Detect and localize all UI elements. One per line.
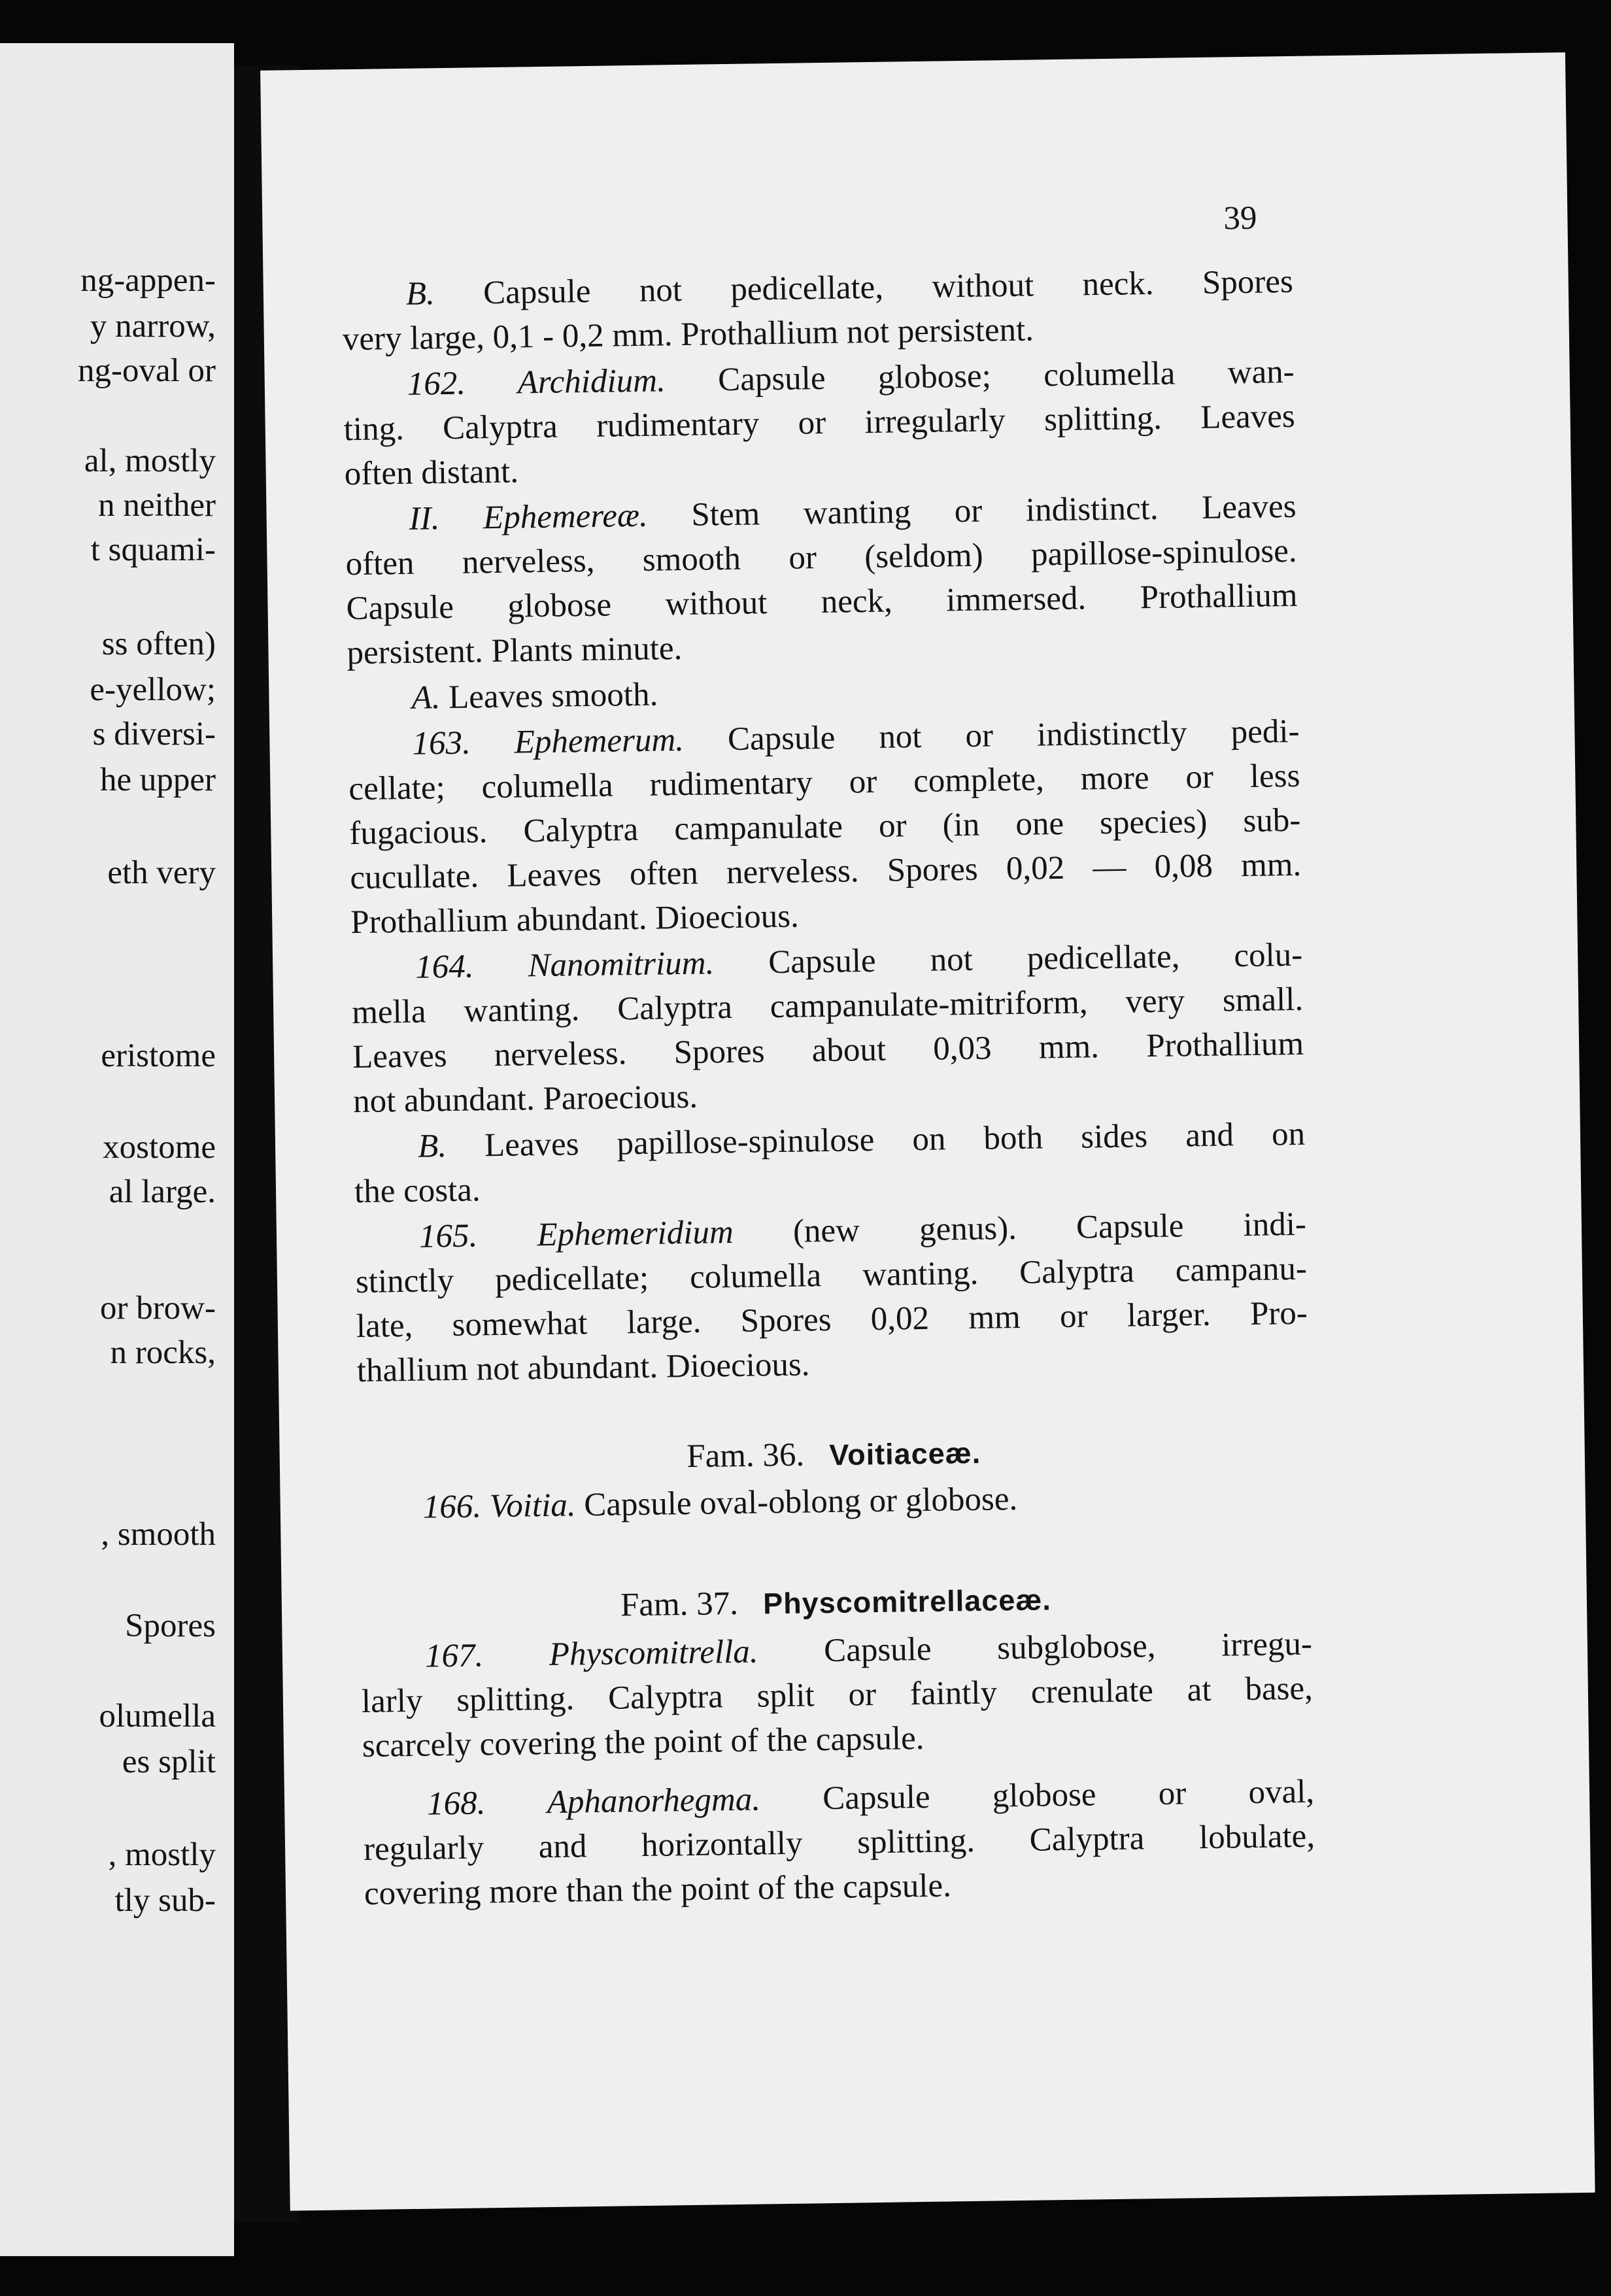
left-page-line: xostome	[103, 1129, 216, 1166]
text-line: fugacious. Calyptra campanulate or (in one species) sub-	[349, 802, 1301, 853]
text-line: the costa.	[354, 1172, 481, 1211]
text-line	[426, 1773, 1315, 1823]
left-page-line: n neither	[98, 487, 216, 524]
tribe-name: II. Ephemereæ.	[409, 497, 649, 537]
family-heading	[358, 1432, 1310, 1478]
text-line-body: Leaves smooth.	[440, 676, 658, 717]
text-line-body: Capsule not pedicellate, colu-	[713, 936, 1303, 982]
family-name: Voitiaceæ.	[829, 1436, 981, 1472]
left-page-line: ng-appen-	[80, 262, 216, 299]
left-page-line: al, mostly	[84, 443, 216, 479]
family-heading	[360, 1579, 1312, 1626]
section-letter: B.	[417, 1128, 447, 1165]
right-page	[260, 52, 1595, 2211]
section-letter: B.	[405, 275, 435, 312]
page-number: 39	[1223, 199, 1257, 237]
genus-name: 166. Voitia.	[422, 1487, 576, 1526]
left-page-line: , smooth	[101, 1516, 216, 1553]
family-number: Fam. 36.	[686, 1436, 805, 1476]
left-page-line: olumella	[99, 1698, 216, 1734]
left-page-line: t squami-	[90, 532, 216, 568]
text-line: stinctly pedicellate; columella wanting. Calyptra campanu-	[355, 1250, 1308, 1301]
text-line: cellate; columella rudimentary or complete, more or less	[348, 757, 1300, 808]
text-line: mella wanting. Calyptra campanulate-mitriform, very small.	[351, 981, 1304, 1032]
text-line: persistent. Plants minute.	[347, 630, 683, 672]
genus-name: 165. Ephemeridium	[418, 1214, 734, 1255]
left-page-line: or brow-	[99, 1290, 216, 1326]
text-line-body: (new genus). Capsule indi-	[733, 1206, 1307, 1251]
left-page-line: ng-oval or	[77, 352, 216, 389]
text-line-body: Capsule globose; columella wan-	[665, 353, 1295, 399]
text-line-body: Capsule oval-oblong or globose.	[575, 1480, 1018, 1524]
text-line: covering more than the point of the capsule.	[364, 1867, 952, 1912]
text-line: very large, 0,1 - 0,2 mm. Prothallium not persistent.	[342, 311, 1034, 358]
text-line	[409, 490, 1297, 536]
text-line	[406, 265, 1294, 311]
text-line-body: Capsule globose or oval,	[760, 1773, 1315, 1818]
text-line	[407, 353, 1295, 403]
text-line	[424, 1625, 1313, 1675]
text-line-body: Capsule not pedicellate, without neck. Spores	[434, 263, 1294, 312]
text-line	[422, 1479, 1310, 1525]
left-page	[0, 43, 234, 2256]
section-letter: A.	[411, 679, 441, 717]
left-page-line: he upper	[99, 762, 216, 798]
left-page-line: eth very	[107, 854, 216, 891]
text-line-body: Capsule not or indistinctly pedi-	[683, 713, 1300, 758]
text-line	[411, 669, 1299, 715]
text-line: often nerveless, smooth or (seldom) papillose-spinulose.	[345, 532, 1297, 583]
family-name: Physcomitrellaceæ.	[762, 1583, 1052, 1621]
text-line: scarcely covering the point of the capsule.	[362, 1720, 924, 1765]
text-line	[419, 1208, 1307, 1254]
text-line-body: Leaves papillose-spinulose on both sides and on	[446, 1115, 1306, 1165]
genus-name: 167. Physcomitrella.	[424, 1633, 758, 1675]
text-line: late, somewhat large. Spores 0,02 mm or larger. Pro-	[356, 1294, 1308, 1345]
genus-name: 168. Aphanorhegma.	[426, 1781, 761, 1823]
text-line: Leaves nerveless. Spores about 0,03 mm. Prothallium	[352, 1025, 1304, 1076]
left-page-line: , mostly	[108, 1836, 216, 1873]
genus-name: 162. Archidium.	[407, 362, 666, 403]
left-page-line: s diversi-	[92, 716, 216, 752]
text-line	[412, 715, 1300, 761]
text-line: often distant.	[344, 453, 519, 493]
text-line: Prothallium abundant. Dioecious.	[350, 898, 800, 941]
family-number: Fam. 37.	[620, 1585, 739, 1624]
text-line: not abundant. Paroecious.	[352, 1078, 698, 1121]
left-page-line: al large.	[109, 1173, 216, 1210]
text-line	[415, 936, 1303, 986]
text-line: ting. Calyptra rudimentary or irregularly splitting. Leaves	[343, 397, 1296, 448]
text-line: Capsule globose without neck, immersed. Prothallium	[346, 577, 1298, 628]
text-line-body: Stem wanting or indistinct. Leaves	[647, 488, 1297, 534]
left-page-line: eristome	[101, 1038, 216, 1074]
text-line: thallium not abundant. Dioecious.	[356, 1346, 810, 1390]
left-page-line: ss often)	[101, 626, 216, 662]
text-line: larly splitting. Calyptra split or faintly crenulate at base,	[361, 1670, 1314, 1721]
left-page-line: Spores	[125, 1608, 216, 1644]
left-page-line: e-yellow;	[90, 671, 216, 708]
text-line: cucullate. Leaves often nerveless. Spores 0,02 — 0,08 mm.	[349, 846, 1302, 897]
left-page-line: es split	[122, 1744, 216, 1780]
genus-name: 164. Nanomitrium.	[415, 945, 715, 986]
left-page-line: n rocks,	[110, 1334, 216, 1371]
text-line-body: Capsule subglobose, irregu-	[758, 1625, 1313, 1670]
left-page-line: tly sub-	[114, 1882, 216, 1919]
genus-name: 163. Ephemerum.	[412, 721, 685, 762]
left-page-line: y narrow,	[90, 308, 216, 345]
text-line: regularly and horizontally splitting. Calyptra lobulate,	[363, 1817, 1315, 1868]
text-line	[417, 1115, 1306, 1165]
